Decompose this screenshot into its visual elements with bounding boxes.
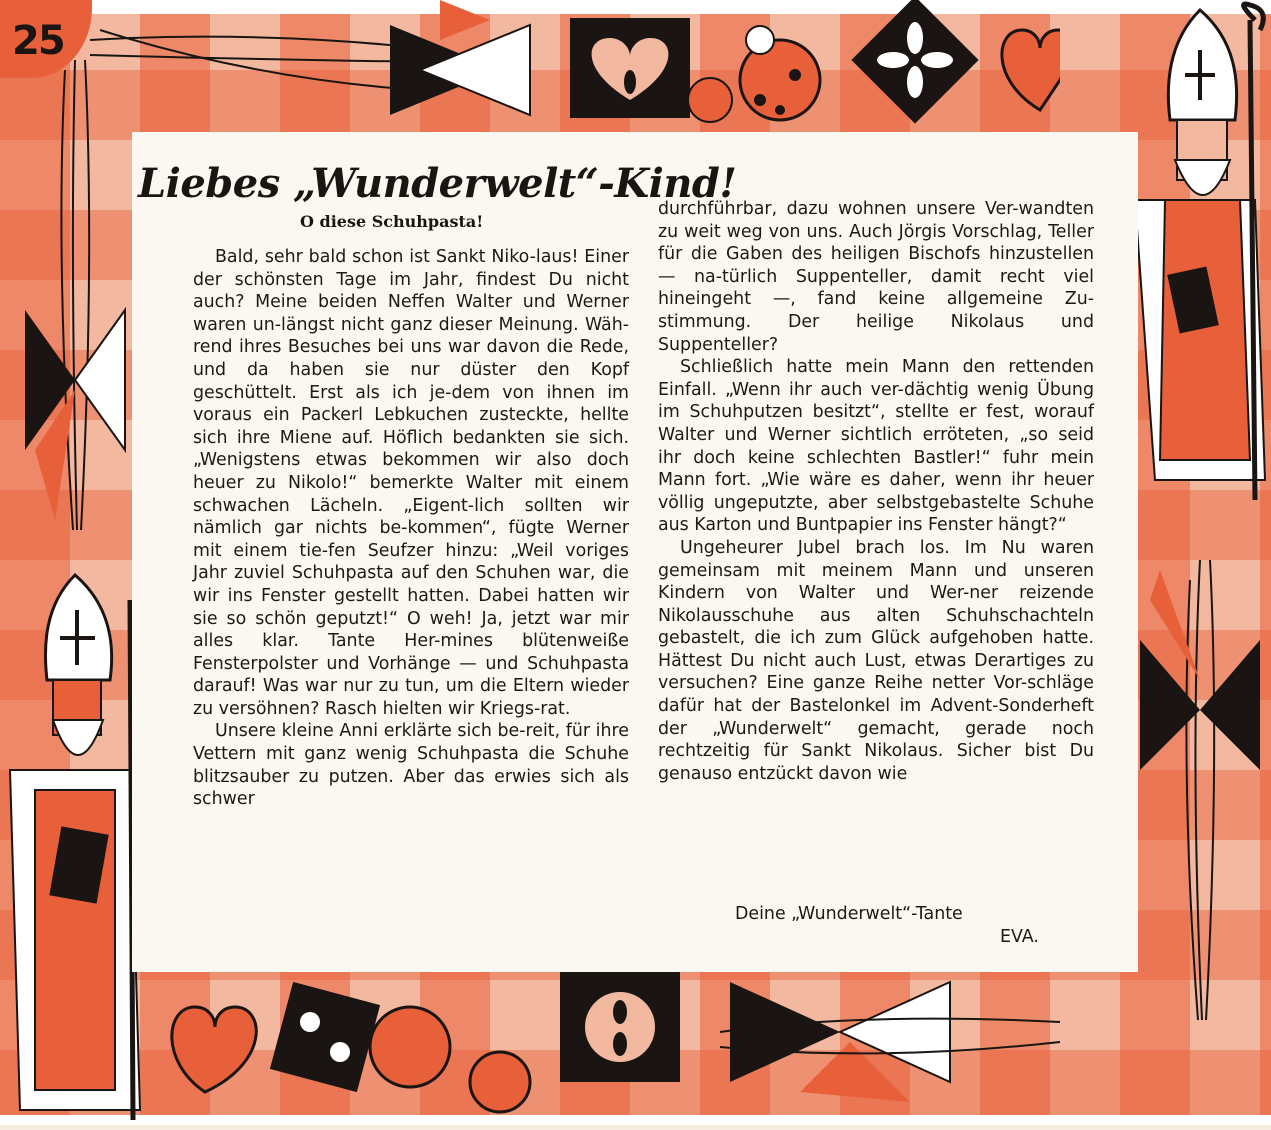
signature-name: EVA. — [1000, 927, 1039, 947]
letter-title: Liebes „Wunderwelt“-Kind! — [138, 160, 737, 207]
bishop-nikolaus-right — [1115, 0, 1271, 530]
paragraph: Schließlich hatte mein Mann den rettenden Einfall. „Wenn ihr auch ver-dächtig wenig Übung im Schuhputzen besitzt“, stellte er fest, worauf Walter und Werner sichtlich erröteten, „so seid ihr doch keine schlechten Bastler!“ fuhr mein Mann fort. „Wie wäre es daher, wenn ihr heuer völlig ungeputzte, aber selbstgebastelte Schuhe aus Karton und Buntpapier ins Fenster hängt?“ — [658, 357, 1094, 536]
bow-bottom-icon — [730, 982, 840, 1082]
letter-subtitle: O diese Schuhpasta! — [300, 212, 484, 231]
bow-ornament-icon — [390, 0, 530, 115]
left-text-column — [193, 246, 629, 811]
signature-line: Deine „Wunderwelt“-Tante — [735, 904, 963, 924]
paragraph: Ungeheurer Jubel brach los. Im Nu waren gemeinsam mit meinem Mann und unseren Kindern von Walter und Wer-ner reizende Nikolausschuhe aus alten Schuhschachteln gebastelt, die ich zum Glück aufgehoben hatte. Hättest Du nicht auch Lust, etwas Derartiges zu versuchen? Eine ganze Reihe netter Vor-schläge dafür hat der Bastelonkel im Advent-Sonderheft der „Wunderwelt“ gemacht, gerade noch rechtzeitig für Sankt Nikolaus. Sicher bist Du genauso entzückt davon wie — [658, 537, 1094, 784]
willow-branch-icon — [90, 30, 440, 90]
beard-icon — [1175, 160, 1230, 195]
left-willow-branches — [15, 60, 135, 540]
paragraph: Unsere kleine Anni erklärte sich be-reit, für ihre Vettern mit ganz wenig Schuhpasta die Schuhe blitzsauber zu putzen. Aber das erwies sich als schwer — [193, 721, 629, 810]
heart-icon — [1002, 30, 1060, 110]
page-number: 25 — [12, 18, 64, 64]
mitre-icon — [1168, 10, 1236, 120]
cookies-icon — [688, 26, 820, 122]
heart-bottom-icon — [172, 1007, 256, 1092]
heart-tile-icon — [570, 18, 690, 118]
paragraph: durchführbar, dazu wohnen unsere Ver-wandten zu weit weg von uns. Auch Jörgis Vorschlag, Teller für die Gaben des heiligen Bischofs hinzustellen — na-türlich Suppenteller, damit recht viel hineingeht —, fand keine allgemeine Zu-stimmung. Der heilige Nikolaus und Suppenteller? — [658, 199, 1094, 355]
paragraph: Bald, sehr bald schon ist Sankt Niko-laus! Einer der schönsten Tage im Jahr, findest Du nicht auch? Meine beiden Neffen Walter und Werner waren un-längst nicht ganz dieser Meinung. Wäh-rend ihres Besuches bei uns war davon die Rede, und da haben sie nur düster den Kopf geschüttelt. Erst als ich je-dem von ihnen im voraus ein Packerl Lebkuchen zusteckte, hellte sich ihre Miene auf. Höflich bedankten sie sich. „Wenigstens etwas bekommen wir also doch heuer zu Nikolo!“ bemerkte Walter mit einem schwachen Lächeln. „Eigent-lich sollten wir nämlich gar nichts be-kommen“, fügte Werner mit einem tie-fen Seufzer hinzu: „Weil voriges Jahr zuviel Schuhpasta auf den Schuhen war, die wir ins Fenster gestellt hatten. Dabei hatten wir sie so schön geputzt!“ O weh! Ja, jetzt war mir alles klar. Tante Her-mines blütenweiße Fensterpolster und Vorhänge — und Schuhpasta darauf! Was war nur zu tun, um die Eltern wieder zu versöhnen? Rasch hielten wir Kriegs-rat. — [193, 247, 629, 719]
right-text-column — [658, 198, 1094, 785]
dice-cookie-icon — [270, 982, 380, 1092]
bottom-border-ornaments — [160, 972, 1140, 1117]
diamond-flower-icon — [851, 0, 978, 124]
top-border-ornaments — [60, 0, 1060, 132]
right-willow-branches — [1130, 560, 1271, 1030]
round-cookie-icon — [370, 1007, 450, 1087]
bishop-nikolaus-left — [5, 570, 145, 1130]
